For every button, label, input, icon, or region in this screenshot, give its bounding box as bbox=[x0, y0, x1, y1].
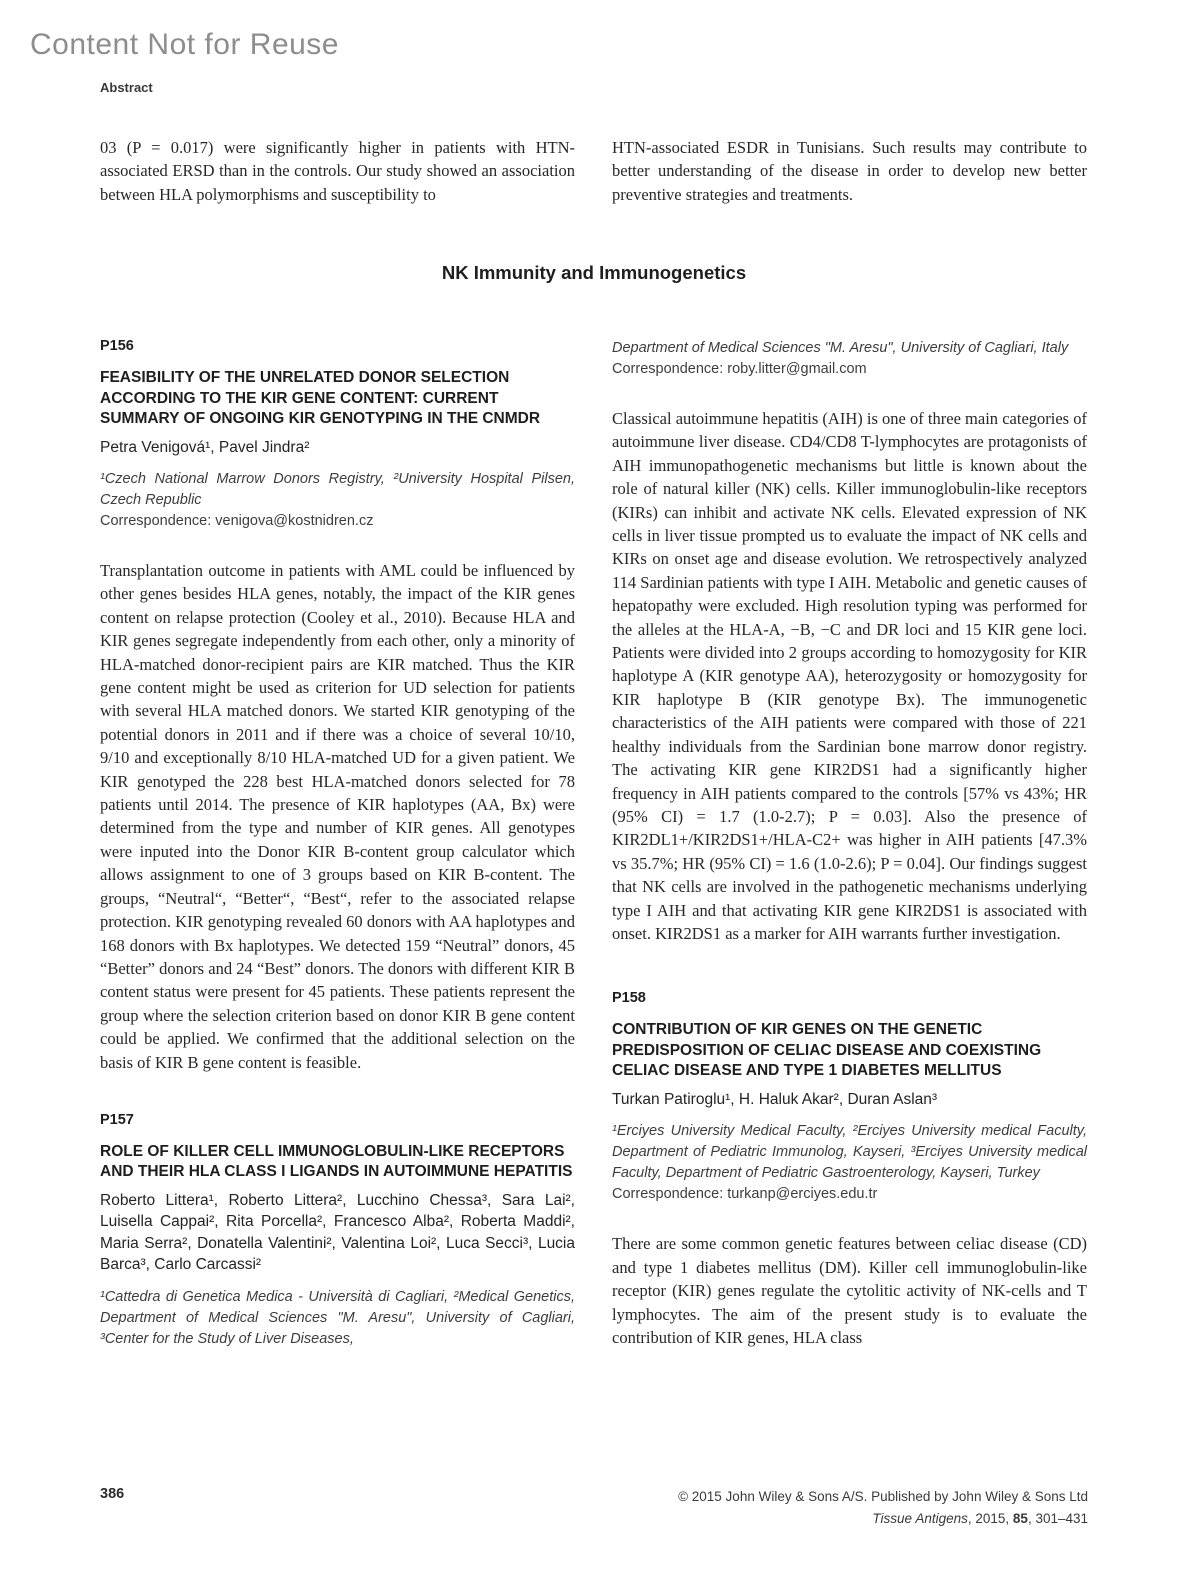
abstract-authors: Roberto Littera¹, Roberto Littera², Lucchino Chessa³, Sara Lai², Luisella Cappai², Rita Porcella², Francesco Alba², Roberta Maddi², Maria Serra², Donatella Valentini², Valentina Loi², Luca Secci³, Lucia Barca³, Carlo Carcassi² bbox=[100, 1191, 575, 1274]
intro-left-paragraph: 03 (P = 0.017) were significantly higher in patients with HTN-associated ERSD than in the controls. Our study showed an association between HLA polymorphisms and susceptibility to bbox=[100, 138, 575, 204]
abstract-affiliations: ¹Czech National Marrow Donors Registry, ²University Hospital Pilsen, Czech Republic bbox=[100, 471, 575, 508]
abstract-body: Transplantation outcome in patients with AML could be influenced by other genes besides HLA genes, notably, the impact of the KIR genes content on relapse protection (Cooley et al., 2010). Because HLA and KIR genes segregate independently from each other, only a minority of HLA-matched donor-recipient pairs are KIR matched. Thus the KIR gene content might be used as criterion for UD selection for patients with several HLA matched donors. We started KIR genotyping of the potential donors in 2011 and if there was a choice of several 10/10, 9/10 and exceptionally 8/10 HLA-matched UD for a given patient. We KIR genotyped the 228 best HLA-matched donors selected for 78 patients until 2014. The presence of KIR haplotypes (AA, Bx) were determined from the type and number of KIR genes. All genotypes were inputed into the Donor KIR B-content group calculator which allows assignment to one of 3 groups based on KIR B-content. The groups, “Neutral“, “Better“, “Best“, refer to the associated relapse protection. KIR genotyping revealed 60 donors with AA haplotypes and 168 donors with Bx haplotypes. We detected 159 “Neutral” donors, 45 “Better” donors and 24 “Best” donors. The donors with different KIR B content status were present for 45 patients. These patients represent the group where the selection criterion based on donor KIR B gene content could be applied. We confirmed that the additional selection on the basis of KIR B gene content is feasible. bbox=[100, 561, 575, 1072]
copyright-line: © 2015 John Wiley & Sons A/S. Published by John Wiley & Sons Ltd bbox=[678, 1489, 1088, 1504]
abstract-title: ROLE OF KILLER CELL IMMUNOGLOBULIN-LIKE RECEPTORS AND THEIR HLA CLASS I LIGANDS IN AUTOIMMUNE HEPATITIS bbox=[100, 1142, 573, 1181]
abstract-affiliations: ¹Cattedra di Genetica Medica - Università di Cagliari, ²Medical Genetics, Department of Medical Sciences "M. Aresu", University of Cagliari, ³Center for the Study of Liver Diseases, bbox=[100, 1288, 575, 1347]
citation-line bbox=[678, 1508, 1088, 1530]
abstract-correspondence: Correspondence: venigova@kostnidren.cz bbox=[100, 513, 374, 529]
abstract-number: P156 bbox=[100, 338, 134, 354]
intro-paragraph-row bbox=[100, 136, 1088, 206]
page-number: 386 bbox=[100, 1486, 125, 1502]
abstract-authors: Petra Venigová¹, Pavel Jindra² bbox=[100, 438, 310, 456]
citation-volume: 85 bbox=[1012, 1510, 1028, 1526]
watermark-text: Content Not for Reuse bbox=[30, 28, 339, 61]
right-column bbox=[612, 338, 1087, 1350]
abstract-p156 bbox=[100, 338, 575, 1074]
abstract-p157-header bbox=[100, 1112, 575, 1350]
intro-right-paragraph: HTN-associated ESDR in Tunisians. Such results may contribute to better understanding of the disease in order to develop new better preventive strategies and treatments. bbox=[612, 138, 1087, 204]
session-title: NK Immunity and Immunogenetics bbox=[441, 262, 747, 283]
page-section-label: Abstract bbox=[100, 80, 153, 95]
abstract-body: There are some common genetic features between celiac disease (CD) and type 1 diabetes mellitus (DM). Killer cell immunoglobulin-like receptor (KIR) genes regulate the cytolitic activity of NK-cells and T lymphocytes. The aim of the present study is to evaluate the contribution of KIR genes, HLA class bbox=[612, 1234, 1087, 1347]
abstract-p158 bbox=[612, 990, 1087, 1349]
footer-imprint bbox=[678, 1486, 1088, 1529]
two-column-body bbox=[100, 338, 1088, 1350]
abstract-number: P157 bbox=[100, 1111, 134, 1128]
abstract-body: Classical autoimmune hepatitis (AIH) is one of three main categories of autoimmune liver disease. CD4/CD8 T-lymphocytes are protagonists of AIH immunopathogenetic mechanisms but little is known about the role of natural killer (NK) cells. Killer immunoglobulin-like receptors (KIRs) can inhibit and activate NK cells. Elevated expression of NK cells in liver tissue prompted us to evaluate the impact of NK cells and KIRs on onset age and disease evolution. We retrospectively analyzed 114 Sardinian patients with type I AIH. Metabolic and genetic causes of hepatopathy were excluded. High resolution typing was performed for the alleles at the HLA-A, −B, −C and DR loci and 15 KIR gene loci. Patients were divided into 2 groups according to homozygosity for KIR haplotype A (KIR genotype AA), heterozygosity or homozygosity for KIR haplotype B (KIR genotype Bx). The immunogenetic characteristics of the AIH patients were compared with those of 221 healthy individuals from the Sardinian bone marrow donor registry. The activating KIR gene KIR2DS1 had a significantly higher frequency in AIH patients compared to the controls [57% vs 43%; HR (95% CI) = 1.7 (1.0-2.7); P = 0.03]. Also the presence of KIR2DL1+/KIR2DS1+/HLA-C2+ was higher in AIH patients [47.3% vs 35.7%; HR (95% CI) = 1.6 (1.0-2.6); P = 0.04]. Our findings suggest that NK cells are involved in the pathogenetic mechanisms underlying type I AIH and that activating KIR gene KIR2DS1 is associated with onset. KIR2DS1 as a marker for AIH warrants further investigation. bbox=[612, 409, 1088, 943]
page-footer bbox=[100, 1486, 1088, 1529]
abstract-correspondence: Correspondence: turkanp@erciyes.edu.tr bbox=[612, 1186, 878, 1203]
abstract-title: FEASIBILITY OF THE UNRELATED DONOR SELECTION ACCORDING TO THE KIR GENE CONTENT: CURRENT SUMMARY OF ONGOING KIR GENOTYPING IN THE CNMDR bbox=[100, 369, 541, 427]
abstract-authors: Turkan Patiroglu¹, H. Haluk Akar², Duran Aslan³ bbox=[612, 1090, 938, 1108]
abstract-title: CONTRIBUTION OF KIR GENES ON THE GENETIC PREDISPOSITION OF CELIAC DISEASE AND COEXISTING CELIAC DISEASE AND TYPE 1 DIABETES MELLITUS bbox=[612, 1021, 1042, 1080]
abstract-number: P158 bbox=[612, 990, 646, 1007]
journal-name: Tissue Antigens bbox=[872, 1510, 968, 1526]
citation-pages: , 301–431 bbox=[1027, 1510, 1088, 1526]
abstract-affiliations-continued: Department of Medical Sciences "M. Aresu", University of Cagliari, Italy bbox=[612, 340, 1069, 356]
citation-year: , 2015, bbox=[967, 1510, 1013, 1526]
abstract-p157-continued bbox=[612, 338, 1087, 945]
abstract-affiliations: ¹Erciyes University Medical Faculty, ²Erciyes University medical Faculty, Department of Pediatric Immunolog, Kayseri, ³Erciyes University medical Faculty, Department of Pediatric Gastroenterology, Kayseri, Turkey bbox=[612, 1123, 1087, 1182]
left-column bbox=[100, 338, 575, 1350]
abstract-correspondence: Correspondence: roby.litter@gmail.com bbox=[612, 361, 867, 377]
